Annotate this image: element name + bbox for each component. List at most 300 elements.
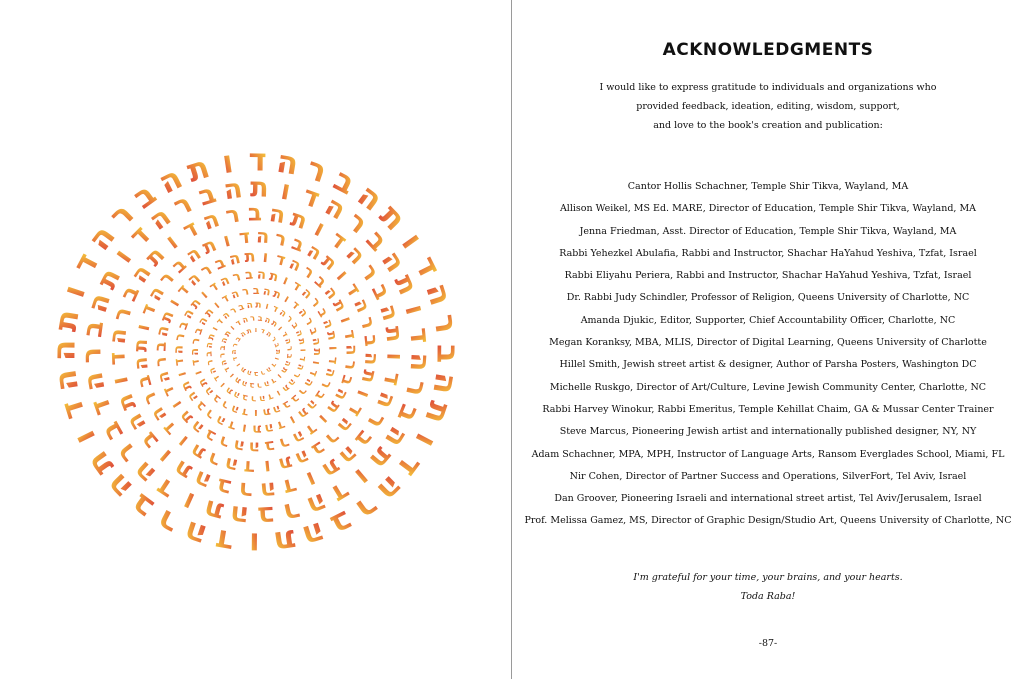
hebrew-letter-glyph: ה xyxy=(245,368,253,378)
hebrew-letter-glyph: ו xyxy=(297,348,308,352)
hebrew-letter-glyph: ר xyxy=(256,381,263,391)
hebrew-letter-glyph: ב xyxy=(190,325,206,337)
hebrew-letter-glyph: ו xyxy=(219,144,236,182)
hebrew-letter-glyph: ר xyxy=(223,201,242,230)
hebrew-letter-glyph: ה xyxy=(232,388,242,401)
hebrew-letter-glyph: ה xyxy=(240,378,249,390)
hebrew-letter-glyph: ה xyxy=(182,241,206,268)
hebrew-letter-glyph: ה xyxy=(246,300,254,312)
hebrew-letter-glyph: ה xyxy=(262,284,272,299)
intro-line: I would like to express gratitude to individuals and organizations who xyxy=(599,82,937,93)
hebrew-letter-glyph: ר xyxy=(354,259,385,286)
hebrew-letter-glyph: ו xyxy=(228,323,237,332)
hebrew-letter-glyph: ב xyxy=(213,472,234,501)
hebrew-letter-glyph: ת xyxy=(245,326,253,336)
hebrew-letter-glyph: ד xyxy=(211,373,224,384)
hebrew-letter-glyph: ו xyxy=(173,430,193,452)
hebrew-letter-glyph: ד xyxy=(233,317,243,329)
hebrew-letter-glyph: ת xyxy=(379,324,408,344)
hebrew-letter-glyph: ד xyxy=(53,395,94,424)
hebrew-letter-glyph: ת xyxy=(182,149,214,190)
hebrew-letter-glyph: ר xyxy=(249,313,256,323)
hebrew-letter-glyph: ב xyxy=(337,372,359,388)
hebrew-letter-glyph: ד xyxy=(324,355,341,366)
hebrew-letter-glyph: ה xyxy=(220,310,233,322)
hebrew-letter-glyph: ו xyxy=(220,228,233,252)
hebrew-letter-glyph: ר xyxy=(361,408,392,433)
hebrew-letter-glyph: ה xyxy=(370,468,411,509)
hebrew-letter-glyph: ת xyxy=(323,329,340,342)
hebrew-letter-glyph: ה xyxy=(222,452,241,478)
hebrew-letter-glyph: ה xyxy=(342,344,362,356)
hebrew-letter-glyph: ת xyxy=(186,438,209,465)
hebrew-letter-glyph: ה xyxy=(143,200,177,237)
hebrew-letter-glyph: ה xyxy=(204,341,216,350)
hebrew-letter-glyph: ד xyxy=(188,358,203,367)
hebrew-letter-glyph: ר xyxy=(399,376,433,400)
hebrew-letter-glyph: ה xyxy=(184,388,202,405)
hebrew-letter-glyph: ו xyxy=(248,525,260,562)
hebrew-letter-glyph: ר xyxy=(241,284,250,299)
hebrew-letter-glyph: ו xyxy=(264,301,270,313)
hebrew-letter-glyph: ו xyxy=(302,465,321,493)
hebrew-letter-glyph: ה xyxy=(81,289,118,317)
hebrew-letter-glyph: ב xyxy=(126,176,163,217)
hebrew-letter-glyph: ה xyxy=(291,445,313,471)
spiral-letters xyxy=(46,142,465,561)
hebrew-letter-glyph: ת xyxy=(140,242,171,272)
hebrew-letter-glyph: ה xyxy=(285,376,298,388)
hebrew-letter-glyph: ו xyxy=(197,287,212,302)
hebrew-letter-glyph: ת xyxy=(201,305,217,320)
hebrew-letter-glyph: ד xyxy=(306,367,321,379)
hebrew-letter-glyph: ה xyxy=(151,323,173,339)
hebrew-letter-glyph: ב xyxy=(310,270,332,292)
hebrew-letter-glyph: ד xyxy=(243,455,256,479)
hebrew-letter-glyph: ר xyxy=(219,397,232,413)
hebrew-letter-glyph: ת xyxy=(47,307,87,334)
hebrew-letter-glyph: ב xyxy=(256,499,275,532)
acknowledgment-item: Amanda Djukic, Editor, Supporter, Chief Accountability Officer, Charlotte, NC xyxy=(580,314,956,326)
acknowledgment-item: Rabbi Yehezkel Abulafia, Rabbi and Instructor, Shachar HaYahud Yeshiva, Tzfat, Israel xyxy=(559,247,977,259)
hebrew-letter-glyph: ב xyxy=(194,178,220,213)
hebrew-letter-glyph: ה xyxy=(264,365,274,375)
hebrew-letter-glyph: ד xyxy=(273,248,288,270)
hebrew-letter-glyph: ה xyxy=(190,464,215,495)
hebrew-letter-glyph: ר xyxy=(259,368,267,378)
hebrew-letter-glyph: ד xyxy=(279,329,291,339)
hebrew-letter-glyph: ד xyxy=(136,300,161,320)
hebrew-letter-glyph: ב xyxy=(132,372,157,390)
hebrew-letter-glyph: ב xyxy=(324,503,358,544)
hebrew-letter-glyph: ו xyxy=(272,356,282,362)
hebrew-letter-glyph: ה xyxy=(256,267,267,284)
hebrew-letter-glyph: ת xyxy=(294,404,311,422)
hebrew-letter-glyph: ה xyxy=(262,379,271,390)
hebrew-letter-glyph: ו xyxy=(325,345,341,351)
hebrew-letter-glyph: ה xyxy=(263,419,275,437)
hebrew-letter-glyph: ב xyxy=(209,391,224,407)
hebrew-letter-glyph: ת xyxy=(199,233,220,259)
hebrew-letter-glyph: ר xyxy=(137,388,163,409)
hebrew-letter-glyph: ה xyxy=(274,143,302,183)
hebrew-letter-glyph: ב xyxy=(327,161,362,203)
hebrew-letter-glyph: ר xyxy=(228,305,239,317)
hebrew-letter-glyph: ו xyxy=(398,301,431,319)
hebrew-letter-glyph: ב xyxy=(204,350,215,357)
hebrew-letter-glyph: ד xyxy=(104,351,132,366)
hebrew-letter-glyph: ד xyxy=(65,247,107,281)
hebrew-letter-glyph: ר xyxy=(355,314,380,332)
hebrew-letter-glyph: ו xyxy=(281,292,292,306)
hebrew-letter-glyph: ה xyxy=(277,307,288,320)
hebrew-letter-glyph: ה xyxy=(418,278,460,310)
hebrew-letter-glyph: ת xyxy=(317,249,342,276)
hebrew-letter-glyph: ו xyxy=(210,325,221,333)
hebrew-letter-glyph: ד xyxy=(178,215,203,245)
hebrew-letter-glyph: ב xyxy=(359,224,394,258)
intro-line: provided feedback, ideation, editing, wisdom, support, xyxy=(636,101,900,112)
hebrew-letter-glyph: ר xyxy=(280,495,304,529)
hebrew-letter-glyph: ד xyxy=(275,416,288,434)
hebrew-letter-glyph: ד xyxy=(269,375,279,387)
hebrew-letter-glyph: ת xyxy=(249,172,269,204)
hebrew-letter-glyph: ו xyxy=(381,352,408,361)
hebrew-letter-glyph: ת xyxy=(269,318,280,329)
hebrew-letter-glyph: ר xyxy=(317,377,335,391)
hebrew-letter-glyph: ב xyxy=(307,436,330,462)
hebrew-letter-glyph: ב xyxy=(280,398,293,413)
hebrew-letter-glyph: ר xyxy=(109,437,145,469)
hebrew-letter-glyph: ו xyxy=(315,411,333,429)
hebrew-letter-glyph: ר xyxy=(205,358,217,367)
hebrew-letter-glyph: ר xyxy=(283,313,295,325)
hebrew-letter-glyph: ת xyxy=(261,405,272,420)
hebrew-letter-glyph: ב xyxy=(237,302,246,314)
hebrew-letter-glyph: ר xyxy=(168,187,198,223)
hebrew-letter-glyph: ת xyxy=(271,286,283,302)
hebrew-letter-glyph: ו xyxy=(160,229,184,255)
hebrew-letter-glyph: ד xyxy=(219,291,232,306)
hebrew-letter-glyph: ה xyxy=(359,351,383,366)
hebrew-letter-glyph: ר xyxy=(237,476,254,504)
hebrew-letter-glyph: ה xyxy=(201,384,217,399)
hebrew-letter-glyph: ה xyxy=(292,328,305,339)
hebrew-letter-glyph: ו xyxy=(218,380,228,390)
hebrew-letter-glyph: ר xyxy=(217,352,227,359)
hebrew-letter-glyph: ב xyxy=(94,416,130,446)
hebrew-letter-glyph: ת xyxy=(310,348,325,356)
acknowledgment-item: Dr. Rabbi Judy Schindler, Professor of Religion, Queens University of Charlotte, NC xyxy=(566,292,970,304)
acknowledgment-item: Adam Schachner, MPA, MPH, Instructor of Language Arts, Ransom Everglades School, Miami, FL xyxy=(531,448,1005,460)
hebrew-letter-glyph: ה xyxy=(179,513,212,555)
hebrew-letter-glyph: ב xyxy=(288,392,303,407)
hebrew-letter-glyph: ה xyxy=(350,177,390,219)
hebrew-letter-glyph: ת xyxy=(323,397,345,418)
hebrew-letter-glyph: ת xyxy=(295,337,307,346)
hebrew-letter-glyph: ת xyxy=(271,522,298,561)
hebrew-letter-glyph: ה xyxy=(218,272,233,291)
hebrew-letter-glyph: ה xyxy=(104,326,133,346)
hebrew-letter-glyph: ה xyxy=(333,440,364,471)
hebrew-letter-glyph: ב xyxy=(429,344,466,364)
hebrew-letter-glyph: ב xyxy=(311,387,329,403)
hebrew-letter-glyph: ת xyxy=(317,453,345,484)
hebrew-letter-glyph: ה xyxy=(127,454,163,491)
hebrew-letter-glyph: ה xyxy=(271,402,283,418)
hebrew-letter-glyph: ו xyxy=(253,406,258,421)
hebrew-letter-glyph: ד xyxy=(269,360,279,369)
hebrew-letter-glyph: ה xyxy=(228,498,251,532)
hebrew-letter-glyph: ב xyxy=(123,485,161,527)
hebrew-letter-glyph: ה xyxy=(227,247,243,269)
hebrew-letter-glyph: ד xyxy=(248,142,267,179)
intro-line: and love to the book's creation and publication: xyxy=(653,120,883,131)
hebrew-letter-glyph: ו xyxy=(191,368,205,377)
hebrew-letter-glyph: ה xyxy=(77,369,112,394)
hebrew-letter-glyph: ה xyxy=(303,396,321,414)
hebrew-letter-glyph: ב xyxy=(390,399,426,427)
hebrew-letter-glyph: ר xyxy=(250,393,257,404)
hebrew-letter-glyph: ה xyxy=(143,282,170,305)
hebrew-letter-glyph: ר xyxy=(230,341,240,349)
hebrew-letter-glyph: ה xyxy=(199,206,223,236)
hebrew-letter-glyph: ה xyxy=(331,385,353,404)
hebrew-letter-glyph: ו xyxy=(164,295,184,310)
hebrew-letter-glyph: ה xyxy=(320,282,343,303)
hebrew-letter-glyph: ת xyxy=(156,307,178,325)
hebrew-letter-glyph: ת xyxy=(224,384,235,397)
hebrew-letter-glyph: ב xyxy=(241,391,249,403)
hebrew-letter-glyph: ה xyxy=(255,225,270,249)
hebrew-letter-glyph: ד xyxy=(407,250,448,283)
hebrew-letter-glyph: ת xyxy=(174,406,197,428)
hebrew-letter-glyph: ד xyxy=(84,394,119,420)
hebrew-letter-glyph: ו xyxy=(407,427,445,454)
hebrew-letter-glyph: ר xyxy=(426,311,465,336)
hebrew-letter-glyph: ת xyxy=(267,268,280,286)
hebrew-letter-glyph: ב xyxy=(77,318,111,340)
acknowledgment-item: Rabbi Eliyahu Periera, Rabbi and Instructor, Shachar HaYahud Yeshiva, Tzfat, Israel xyxy=(564,270,972,282)
hebrew-letter-glyph: ת xyxy=(329,296,351,315)
closing-line: Toda Raba! xyxy=(740,591,796,602)
acknowledgment-item: Dan Groover, Pioneering Israeli and international street artist, Tel Aviv/Jerusalem, Israel xyxy=(554,493,982,505)
hebrew-letter-glyph: ה xyxy=(378,420,415,453)
hebrew-letter-glyph: ב xyxy=(211,252,229,274)
hebrew-letter-glyph: ב xyxy=(272,341,282,349)
page-title: ACKNOWLEDGMENTS xyxy=(662,40,874,60)
hebrew-letter-glyph: ת xyxy=(356,367,382,386)
hebrew-letter-glyph: ה xyxy=(129,355,153,372)
hebrew-letter-glyph: ו xyxy=(286,412,298,428)
hebrew-letter-glyph: ת xyxy=(274,349,282,355)
hebrew-letter-glyph: ר xyxy=(349,487,386,528)
hebrew-letter-glyph: ת xyxy=(195,376,211,390)
hebrew-letter-glyph: ת xyxy=(206,332,218,342)
hebrew-letter-glyph: ה xyxy=(374,245,411,278)
hebrew-letter-glyph: ב xyxy=(306,325,322,337)
hebrew-letter-glyph: ד xyxy=(325,226,352,256)
hebrew-letter-glyph: ב xyxy=(247,200,263,227)
acknowledgment-item: Rabbi Harvey Winokur, Rabbi Emeritus, Temple Kehillat Chaim, GA & Mussar Center Trainer xyxy=(542,403,994,415)
hebrew-letter-glyph: ו xyxy=(55,280,94,303)
hebrew-letter-glyph: ר xyxy=(299,261,318,283)
hebrew-letter-glyph: ת xyxy=(287,205,311,236)
hebrew-letter-glyph: ר xyxy=(172,332,189,343)
hebrew-letter-glyph: ת xyxy=(417,396,459,429)
closing-line: I'm grateful for your time, your brains, and your hearts. xyxy=(633,572,903,583)
hebrew-letter-glyph: ד xyxy=(298,180,324,215)
hebrew-letter-glyph: ו xyxy=(278,174,294,207)
hebrew-letter-glyph: ת xyxy=(372,197,413,238)
hebrew-letter-glyph: ד xyxy=(266,390,275,402)
hebrew-letter-glyph: ה xyxy=(340,240,371,271)
hebrew-letter-glyph: ה xyxy=(303,239,326,266)
hebrew-letter-glyph: ה xyxy=(294,362,306,372)
hebrew-letter-glyph: ה xyxy=(259,476,278,504)
hebrew-letter-glyph: ה xyxy=(283,337,294,346)
hebrew-letter-glyph: ר xyxy=(341,205,374,241)
hebrew-letter-glyph: ר xyxy=(76,346,108,364)
hebrew-letter-glyph: ר xyxy=(321,426,345,451)
hebrew-letter-glyph: ה xyxy=(289,426,309,449)
hebrew-letter-glyph: ב xyxy=(217,344,228,351)
hebrew-letter-glyph: ד xyxy=(221,365,233,375)
hebrew-letter-glyph: ד xyxy=(288,297,303,313)
hebrew-letter-glyph: ו xyxy=(131,321,155,333)
hebrew-letter-glyph: ב xyxy=(233,335,243,344)
hebrew-letter-glyph: ת xyxy=(169,454,197,485)
hebrew-letter-glyph: ב xyxy=(284,353,295,360)
hebrew-letter-glyph: ה xyxy=(263,314,272,326)
hebrew-letter-glyph: ה xyxy=(221,172,245,207)
hebrew-letter-glyph: ה xyxy=(231,436,247,457)
hebrew-letter-glyph: ד xyxy=(157,383,180,400)
hebrew-letter-glyph: ו xyxy=(241,420,248,436)
hebrew-letter-glyph: ב xyxy=(167,253,191,278)
acknowledgment-item: Allison Weikel, MS Ed. MARE, Director of Education, Temple Shir Tikva, Wayland, MA xyxy=(559,203,977,215)
hebrew-letter-glyph: ת xyxy=(129,338,153,353)
hebrew-letter-glyph: ב xyxy=(288,232,308,257)
hebrew-letter-glyph: ב xyxy=(359,333,383,348)
hebrew-letter-glyph: ב xyxy=(252,283,260,298)
hebrew-letter-glyph: ה xyxy=(46,339,83,362)
hebrew-letter-glyph: ד xyxy=(296,355,308,363)
hebrew-letter-glyph: ו xyxy=(309,359,324,366)
hebrew-letter-glyph: ת xyxy=(222,328,233,339)
hebrew-letter-glyph: ר xyxy=(188,336,203,346)
acknowledgment-item: Prof. Melissa Gamez, MS, Director of Graphic Design/Studio Art, Queens University of Charlotte, NC xyxy=(524,515,1012,527)
hebrew-letter-glyph: ה xyxy=(298,285,315,303)
hebrew-letter-glyph: ה xyxy=(238,329,248,339)
hebrew-letter-glyph: ה xyxy=(229,286,241,302)
hebrew-letter-glyph: ו xyxy=(107,243,139,269)
hebrew-letter-glyph: ו xyxy=(310,215,330,243)
hebrew-letter-glyph: ד xyxy=(150,471,181,507)
hebrew-letter-glyph: ד xyxy=(390,447,430,484)
hebrew-letter-glyph: ה xyxy=(321,366,339,380)
hebrew-letter-glyph: ד xyxy=(343,399,369,421)
hebrew-letter-glyph: ב xyxy=(200,425,219,447)
hebrew-letter-glyph: ר xyxy=(290,370,303,380)
hebrew-letter-glyph: ה xyxy=(230,349,238,355)
hebrew-letter-glyph: ר xyxy=(154,267,179,291)
hebrew-letter-glyph: ו xyxy=(274,387,283,398)
hebrew-letter-glyph: ה xyxy=(248,438,260,458)
hebrew-letter-glyph: ו xyxy=(331,265,353,285)
hebrew-letter-glyph: ה xyxy=(286,253,305,276)
hebrew-letter-glyph: ד xyxy=(377,369,406,388)
hebrew-letter-glyph: ת xyxy=(187,295,205,313)
hebrew-letter-glyph: ו xyxy=(166,397,186,413)
hebrew-letter-glyph: ת xyxy=(79,444,121,483)
hebrew-letter-glyph: ר xyxy=(231,269,243,286)
hebrew-letter-glyph: ר xyxy=(108,304,138,325)
hebrew-letter-glyph: ו xyxy=(210,298,223,312)
acknowledgment-item: Megan Koranksy, MBA, MLIS, Director of Digital Learning, Queens University of Charlotte xyxy=(549,337,987,349)
hebrew-letter-glyph: ו xyxy=(394,225,430,256)
hebrew-letter-glyph: ד xyxy=(206,278,222,296)
hebrew-letter-glyph: ה xyxy=(152,159,189,202)
hebrew-letter-glyph: ה xyxy=(298,514,330,556)
hebrew-letter-glyph: ו xyxy=(174,369,191,379)
hebrew-letter-glyph: ה xyxy=(229,402,241,418)
hebrew-letter-glyph: ד xyxy=(240,405,250,420)
hebrew-letter-glyph: ד xyxy=(230,355,240,362)
hebrew-letter-glyph: ד xyxy=(280,472,300,501)
hebrew-letter-glyph: ו xyxy=(177,485,200,518)
hebrew-letter-glyph: ד xyxy=(212,521,237,561)
hebrew-letter-glyph: ה xyxy=(180,306,198,322)
hebrew-letter-glyph: ב xyxy=(288,320,301,332)
hebrew-letter-glyph: ב xyxy=(365,279,396,304)
hebrew-letter-glyph: ו xyxy=(336,313,357,326)
hebrew-letter-glyph: ב xyxy=(115,281,146,306)
acknowledgment-item: Hillel Smith, Jewish street artist & designer, Author of Parsha Posters, Washington DC xyxy=(559,359,977,371)
right-page xyxy=(512,0,1024,679)
closing-note xyxy=(512,568,1024,606)
hebrew-letter-glyph: ו xyxy=(275,372,284,381)
hebrew-letter-glyph: ת xyxy=(178,378,196,393)
hebrew-letter-glyph: ה xyxy=(186,416,208,439)
hebrew-letter-glyph: ו xyxy=(276,324,285,333)
hebrew-letter-glyph: ב xyxy=(257,313,264,324)
hebrew-letter-glyph: ה xyxy=(81,218,123,258)
hebrew-letter-glyph: ת xyxy=(238,365,248,375)
hebrew-letter-glyph: ה xyxy=(258,392,266,404)
hebrew-letter-glyph: ת xyxy=(200,493,227,528)
hebrew-letter-glyph: ר xyxy=(216,431,232,454)
hebrew-letter-glyph: ה xyxy=(319,190,351,227)
hebrew-letter-glyph: ה xyxy=(195,314,211,328)
hebrew-letter-glyph: ו xyxy=(106,374,135,388)
hebrew-letter-glyph: ת xyxy=(279,365,290,376)
hebrew-letter-glyph: ב xyxy=(248,380,255,391)
hebrew-letter-glyph: ד xyxy=(289,278,304,295)
hebrew-letter-glyph: ה xyxy=(171,344,187,355)
hebrew-letter-glyph: ה xyxy=(218,336,230,345)
hebrew-letter-glyph: ב xyxy=(253,370,259,378)
hebrew-letter-glyph: ד xyxy=(237,225,252,249)
hebrew-letter-glyph: ה xyxy=(152,369,174,385)
hebrew-letter-glyph: ו xyxy=(254,326,258,334)
hebrew-letter-glyph: ב xyxy=(134,426,164,455)
hebrew-letter-glyph: ת xyxy=(255,300,262,311)
hebrew-letter-glyph: ה xyxy=(349,295,375,317)
hebrew-letter-glyph: ו xyxy=(153,443,177,469)
hebrew-letter-glyph: ד xyxy=(226,416,239,434)
hebrew-letter-glyph: ת xyxy=(243,246,257,267)
